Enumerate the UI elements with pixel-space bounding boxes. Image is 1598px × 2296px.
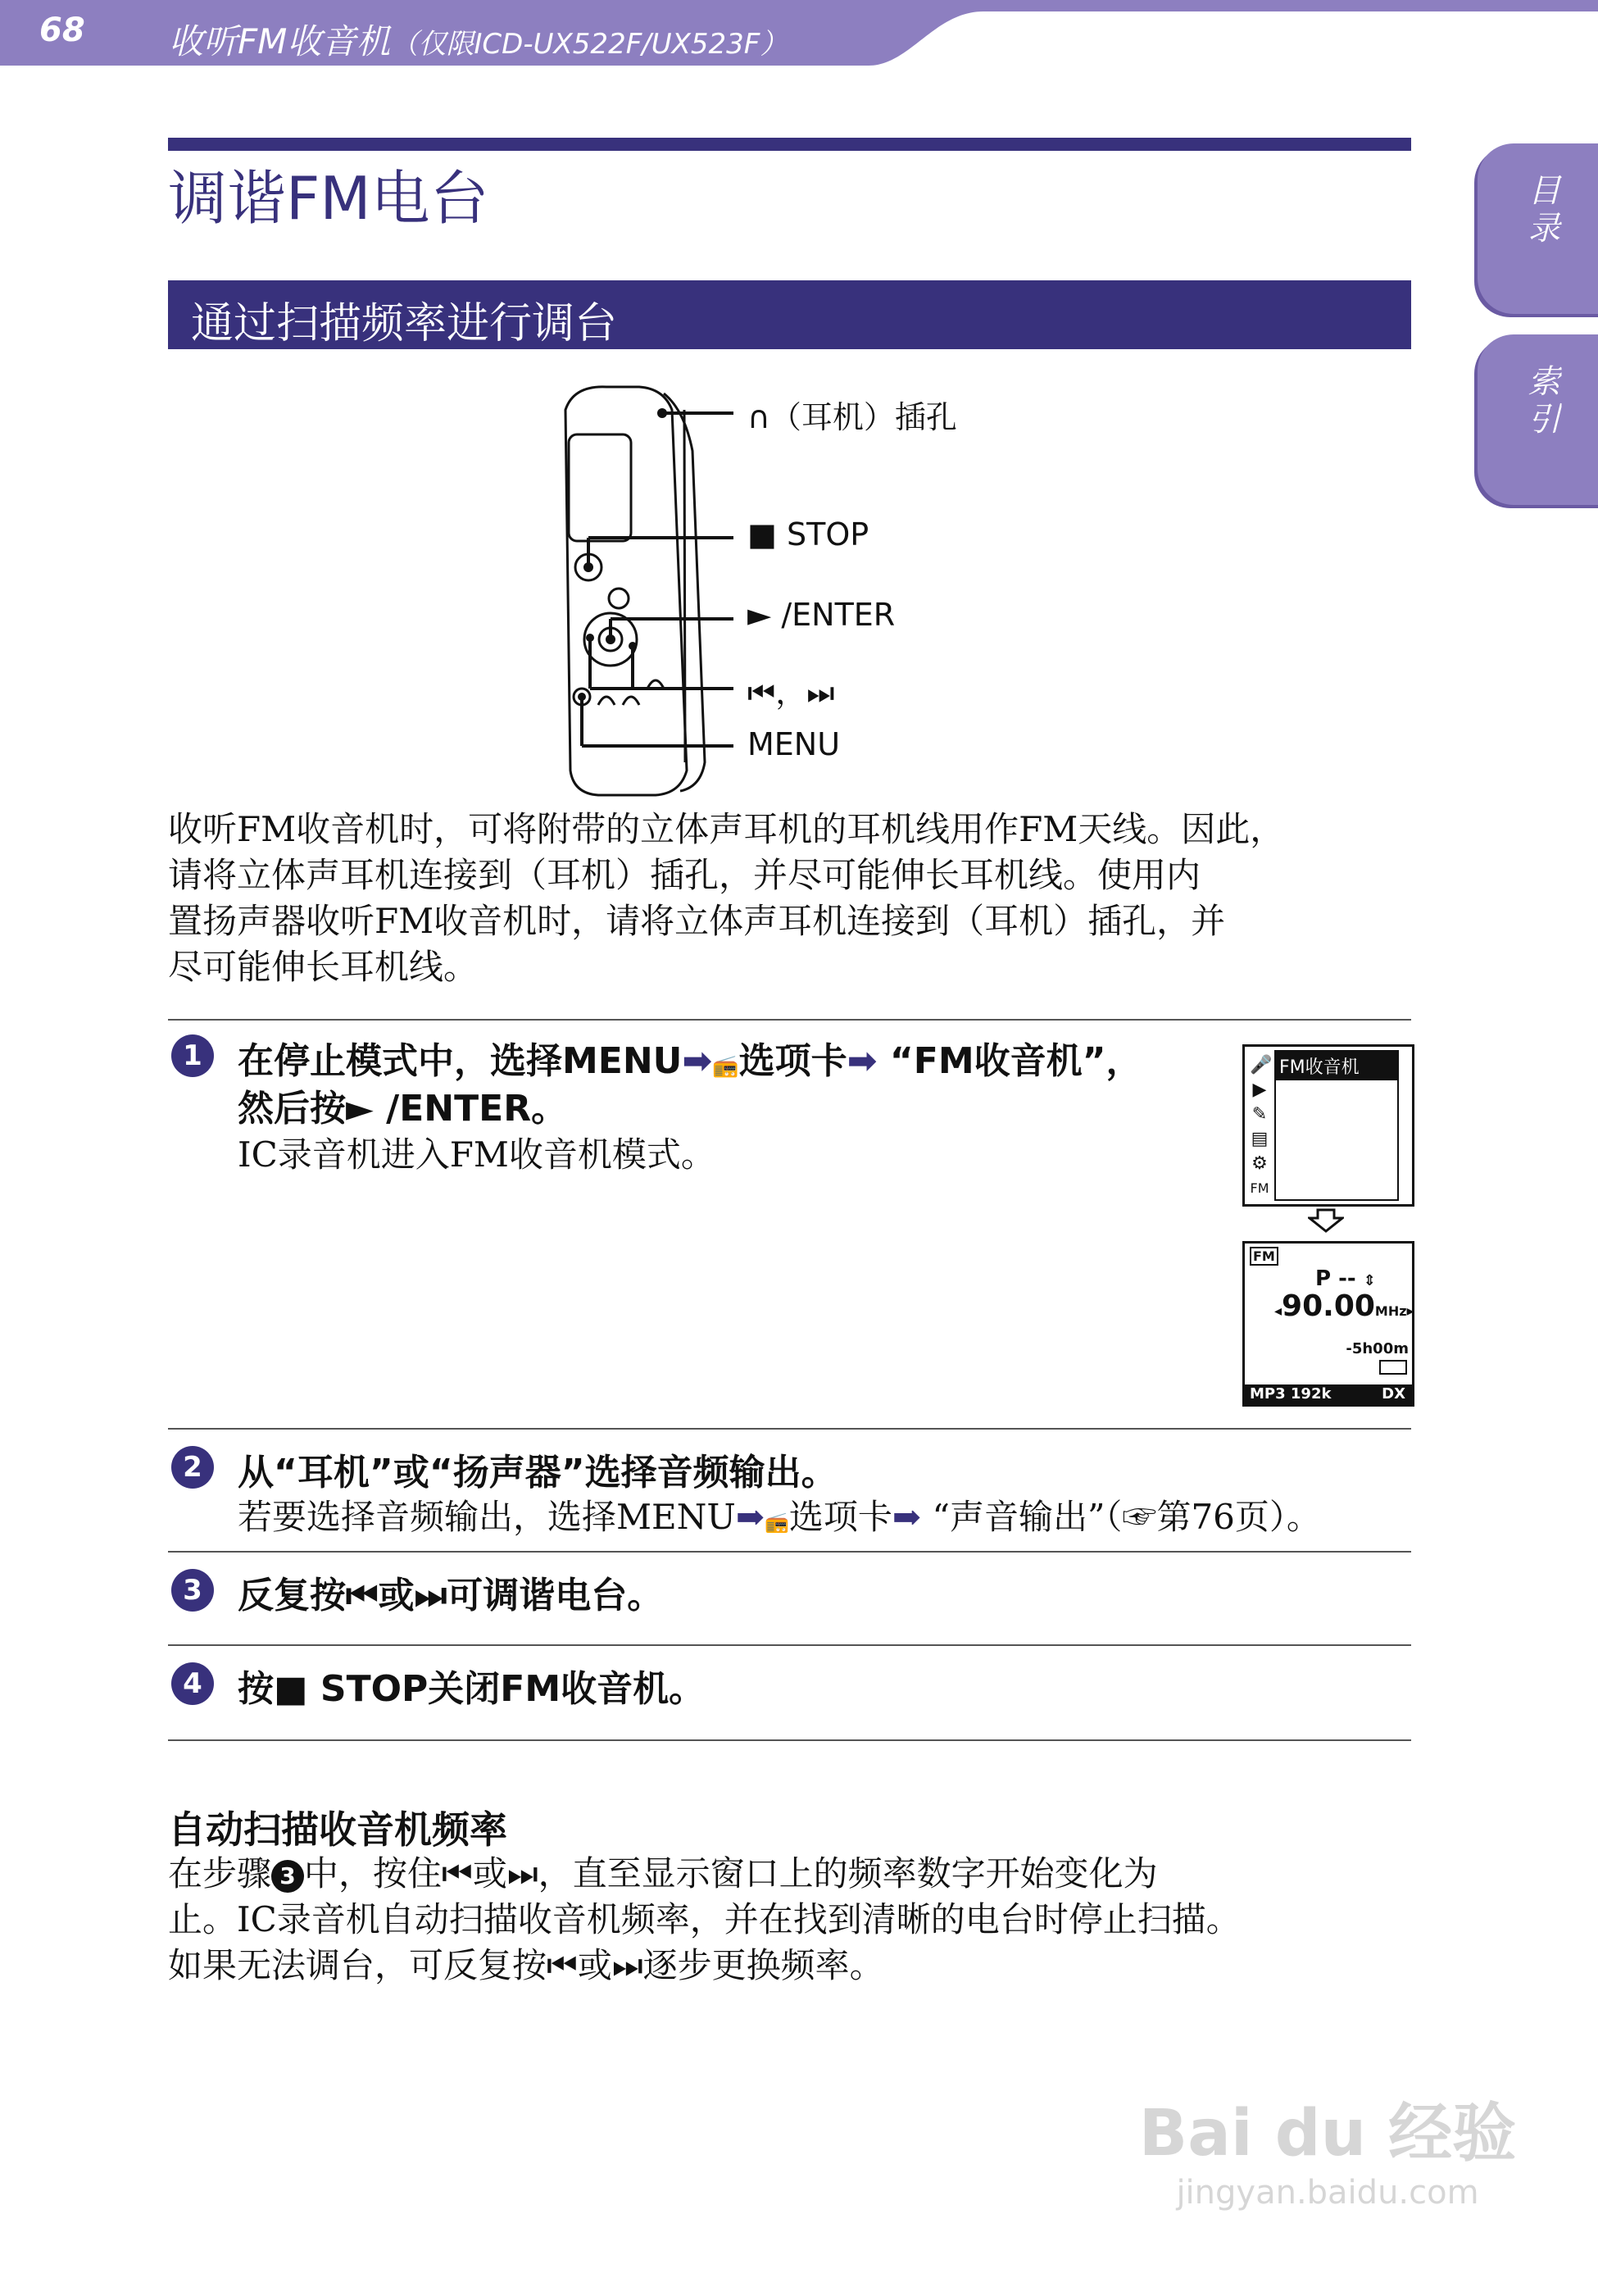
- frequency-display: ◂90.00MHz▸: [1274, 1289, 1414, 1323]
- header-subtitle: （仅限ICD-UX522F/UX523F）: [390, 28, 788, 61]
- page-title: 调谐FM电台: [168, 164, 489, 233]
- play-enter-label: ► /ENTER: [747, 597, 896, 633]
- step-number: 1: [171, 1034, 214, 1077]
- edit-icon: ✎: [1251, 1104, 1268, 1125]
- stop-label: ■ STOP: [747, 516, 869, 552]
- divider: [168, 1644, 1411, 1646]
- previous-track-icon: ⏮: [442, 1853, 473, 1894]
- play-icon: ►: [747, 597, 772, 633]
- step3-main: 反复按⏮或⏭可调谐电台。: [238, 1575, 664, 1616]
- status-bar: MP3 192k DX: [1245, 1384, 1412, 1404]
- previous-track-icon: ⏮: [747, 675, 776, 711]
- divider: [168, 1019, 1411, 1021]
- arrow-right-icon: ➡: [892, 1497, 922, 1537]
- step2-sub: 若要选择音频输出，选择MENU➡📻选项卡➡ “声音输出”（☞第76页）。: [238, 1497, 1321, 1537]
- headphone-jack-label: ∩（耳机）插孔: [747, 399, 957, 435]
- toc-tab[interactable]: 目录: [1478, 143, 1598, 314]
- divider: [168, 1428, 1411, 1430]
- step1-sub: IC录音机进入FM收音机模式。: [238, 1134, 715, 1175]
- page-number: 68: [39, 11, 85, 49]
- watermark-url: jingyan.baidu.com: [1176, 2174, 1479, 2212]
- step1-line1: 在停止模式中，选择MENU➡📻选项卡➡ “FM收音机”，: [238, 1040, 1142, 1082]
- settings-icon: ⚙: [1251, 1153, 1268, 1174]
- step4-main: 按■ STOP关闭FM收音机。: [238, 1668, 706, 1710]
- arrow-right-icon: ➡: [735, 1497, 765, 1537]
- previous-track-icon: ⏮: [547, 1945, 578, 1985]
- battery-icon: [1379, 1360, 1407, 1375]
- title-rule: [168, 138, 1411, 151]
- list-icon: ▤: [1251, 1129, 1269, 1149]
- page-reference-icon: ☞: [1122, 1497, 1157, 1537]
- skip-label: ⏮，⏭: [747, 675, 835, 711]
- next-track-icon: ⏭: [414, 1575, 447, 1616]
- watermark-brand: Bai du 经验: [1138, 2097, 1517, 2171]
- arrow-right-icon: ➡: [847, 1040, 878, 1082]
- up-down-icon: ⇕: [1363, 1272, 1376, 1289]
- headphone-icon: ∩: [747, 399, 770, 435]
- header-title: 收听FM收音机（仅限ICD-UX522F/UX523F）: [169, 21, 788, 61]
- menu-tab-icons: [1250, 1053, 1273, 1201]
- next-track-icon: ⏭: [611, 1945, 643, 1985]
- divider: [168, 1551, 1411, 1553]
- arrow-right-icon: ➡: [682, 1040, 713, 1082]
- mic-icon: 🎤: [1250, 1055, 1273, 1075]
- menu-screen: [1242, 1044, 1414, 1207]
- fm-mode-icon: FM: [1250, 1247, 1278, 1266]
- step-number: 3: [171, 1569, 214, 1612]
- fm-tab-icon: 📻: [765, 1511, 789, 1534]
- menu-label: MENU: [747, 726, 841, 762]
- play-tab-icon: ▶: [1252, 1080, 1267, 1100]
- remaining-time: -5h00m: [1346, 1340, 1409, 1357]
- preset-display: P -- ⇕: [1315, 1266, 1376, 1291]
- baidu-watermark: [1131, 2082, 1524, 2212]
- down-arrow-icon: [1308, 1208, 1344, 1233]
- next-track-icon: ⏭: [806, 675, 835, 711]
- next-track-icon: ⏭: [506, 1853, 538, 1894]
- step1-line2: 然后按► /ENTER。: [238, 1088, 568, 1130]
- auto-scan-heading: 自动扫描收音机频率: [168, 1807, 507, 1852]
- auto-scan-paragraph: 在步骤 3 中，按住⏮或⏭，直至显示窗口上的频率数字开始变化为 止。IC录音机自动扫描收音机频率，并在找到清晰的电台时停止扫描。 如果无法调台，可反复按⏮或⏭逐步更换频率。: [168, 1853, 1241, 1985]
- divider: [168, 1739, 1411, 1741]
- section-title: 通过扫描频率进行调台: [191, 299, 618, 348]
- fm-tab-icon: 📻: [712, 1054, 739, 1079]
- index-tab[interactable]: 索引: [1478, 334, 1598, 505]
- step-number: 2: [171, 1446, 214, 1489]
- stop-square-icon: ■: [274, 1668, 308, 1710]
- fm-icon: FM: [1250, 1180, 1269, 1196]
- step2-main: 从“耳机”或“扬声器”选择音频输出。: [238, 1452, 838, 1494]
- menu-item-fm-radio: FM收音机: [1276, 1052, 1397, 1080]
- previous-track-icon: ⏮: [346, 1575, 379, 1616]
- menu-list: [1274, 1050, 1399, 1201]
- step-ref-badge: 3: [271, 1860, 304, 1893]
- intro-paragraph: 收听FM收音机时，可将附带的立体声耳机的耳机线用作FM天线。因此， 请将立体声耳机连接到（耳机）插孔，并尽可能伸长耳机线。使用内 置扬声器收听FM收音机时，请将立体声耳机连接到（耳机）插孔，并 尽可能伸长耳机线。: [168, 809, 1285, 987]
- play-icon: ►: [346, 1088, 374, 1130]
- stop-square-icon: ■: [747, 516, 777, 552]
- fm-display-screen: [1242, 1241, 1414, 1407]
- step-number: 4: [171, 1662, 214, 1705]
- leader-lines: [541, 377, 754, 771]
